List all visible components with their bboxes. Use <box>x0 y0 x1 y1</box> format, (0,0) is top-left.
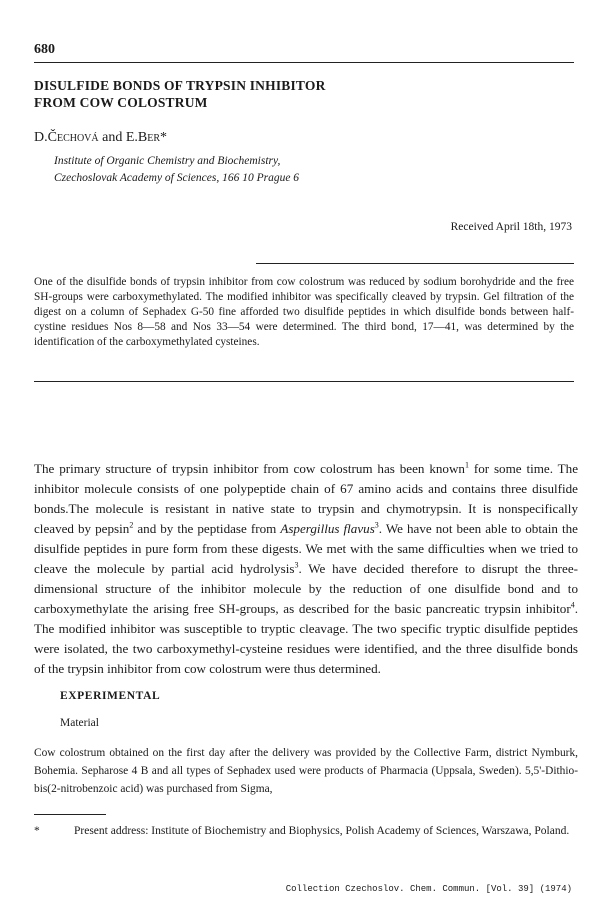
material-text: Cow colostrum obtained on the first day after the delivery was provided by the Collective Farm, district Nymburk, Bohemia. Sepharose 4 B and all types of Sephadex used were products of Pharmacia (Uppsala, Sweden). 5,5'-Dithio-bis(2-nitrobenzoic acid) was purchased from Sigma, <box>34 747 578 795</box>
abstract-bottom-rule <box>34 381 574 382</box>
article-title <box>34 77 554 111</box>
title-line-2: FROM COW COLOSTRUM <box>34 95 208 110</box>
reference-2: 2 <box>129 520 134 530</box>
intro-paragraph <box>34 459 578 679</box>
intro-text-1: The primary structure of trypsin inhibitor from cow colostrum has been known <box>34 461 465 476</box>
author-1-name: Čechová <box>47 130 99 145</box>
page-number: 680 <box>34 42 55 57</box>
authors-and: and <box>98 130 126 145</box>
intro-text-6: . The modified inhibitor was susceptible to tryptic cleavage. The two specific tryptic disulfide peptides were isolated, the two carboxymethyl-cysteine residues were identified, and the three disulfide bonds of the trypsin inhibitor from cow colostrum were thus determined. <box>34 601 578 676</box>
intro-text-4: . We have not been able to obtain the disulfide peptides in pure form from these digests. We met with the same difficulties when we tried to cleave the molecule by partial acid hydrolysis <box>34 521 578 576</box>
authors <box>34 130 167 146</box>
material-paragraph <box>34 744 578 798</box>
received-date: Received April 18th, 1973 <box>450 221 572 233</box>
reference-4: 4 <box>570 600 575 610</box>
footnote-text: Present address: Institute of Biochemistry and Biophysics, Polish Academy of Sciences, Warszawa, Poland. <box>74 825 570 837</box>
affiliation-line-2: Czechoslovak Academy of Sciences, 166 10 Prague 6 <box>54 172 300 184</box>
header-rule <box>34 62 574 63</box>
title-line-1: DISULFIDE BONDS OF TRYPSIN INHIBITOR <box>34 78 326 93</box>
reference-1: 1 <box>464 460 469 470</box>
affiliation-line-1: Institute of Organic Chemistry and Biochemistry, <box>54 155 281 167</box>
journal-citation: Collection Czechoslov. Chem. Commun. [Vol. 39] (1974) <box>285 884 572 894</box>
footnote <box>34 823 578 840</box>
author-2-footnote-mark: * <box>160 130 168 145</box>
author-2-name: Ber <box>137 130 161 145</box>
footnote-rule <box>34 814 106 815</box>
footnote-mark: * <box>34 825 40 837</box>
affiliation <box>54 153 299 187</box>
species-name: Aspergillus flavus <box>280 521 375 536</box>
section-heading: EXPERIMENTAL <box>60 690 161 702</box>
intro-text-3: and by the peptidase from <box>133 521 281 536</box>
reference-3: 3 <box>374 520 379 530</box>
subsection-heading: Material <box>60 717 99 729</box>
abstract-text: One of the disulfide bonds of trypsin inhibitor from cow colostrum was reduced by sodium borohydride and the free SH-groups were carboxymethylated. The modified inhibitor was specifically cleaved by trypsin. Gel filtration of the digest on a column of Sephadex G-50 fine afforded two disulfide peptides in which disulfide bonds between half-cystine residues Nos 8—58 and Nos 33—54 were determined. The third bond, 17—41, was determined by the identification of the carboxymethylated cysteines. <box>34 276 574 349</box>
abstract-top-rule <box>256 263 574 264</box>
intro-text-2: for some time. The inhibitor molecule consists of one polypeptide chain of 67 amino acids and contains three disulfide bonds.The molecule is resistant in native state to trypsin and chymotrypsin. It is nonspecifically cleaved by pepsin <box>34 461 579 536</box>
author-1-initial: D. <box>34 130 48 145</box>
intro-text-5: . We have decided therefore to disrupt the three-dimensional structure of the inhibitor molecule by the reduction of one disulfide bond and to carboxymethylate the arising free SH-groups, as described for the basic pancreatic trypsin inhibitor <box>34 561 579 616</box>
abstract <box>34 275 574 350</box>
author-2-initial: E. <box>125 130 138 145</box>
reference-3b: 3 <box>294 560 299 570</box>
